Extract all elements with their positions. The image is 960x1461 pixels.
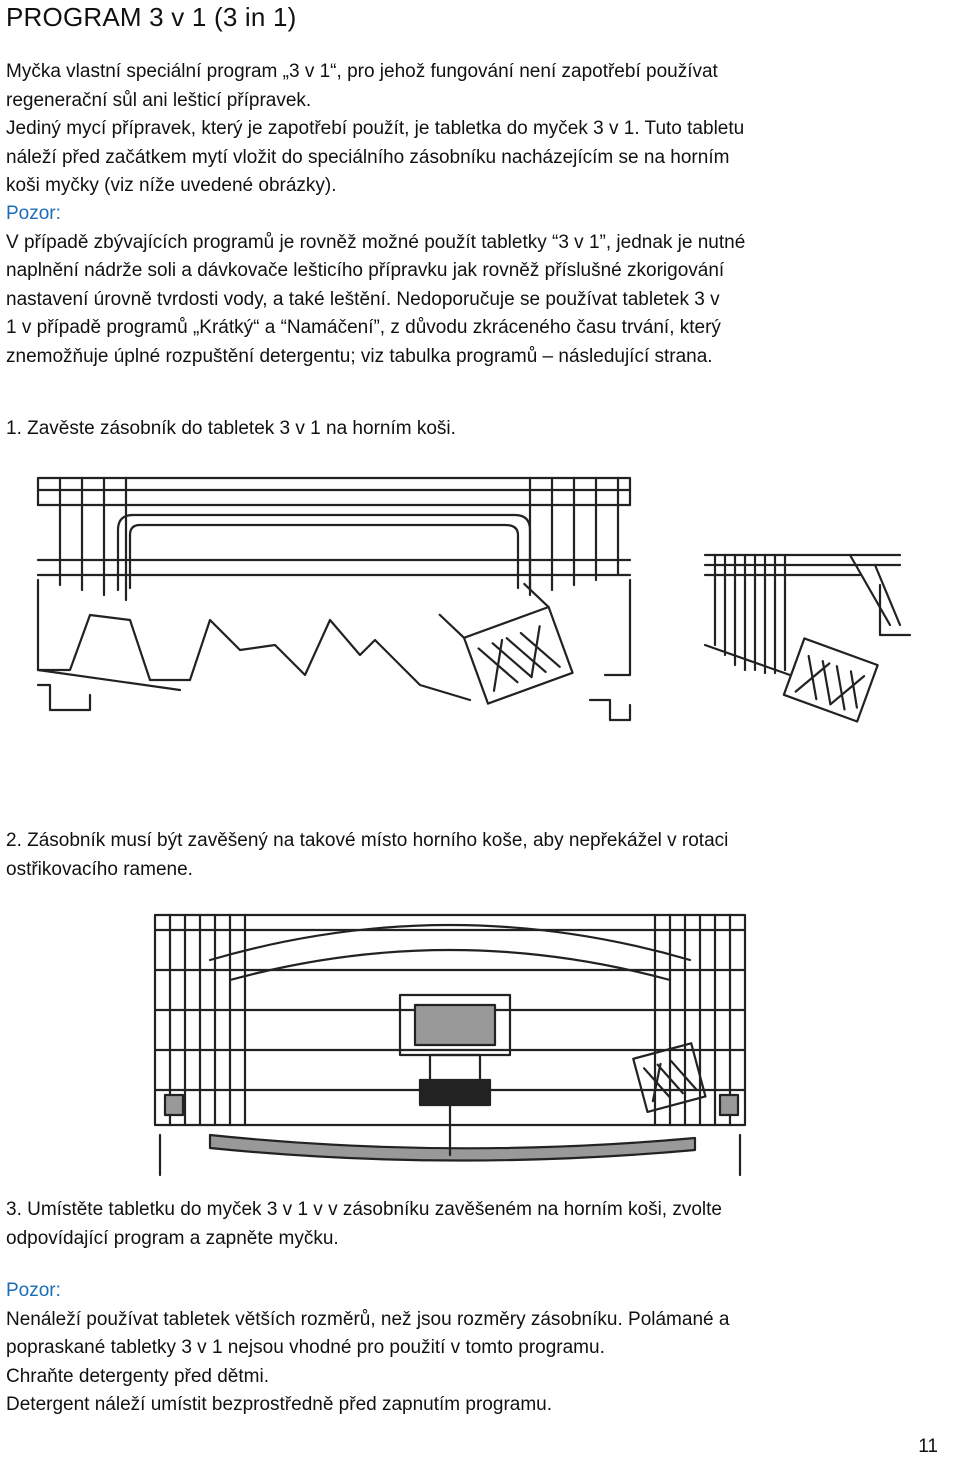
warning-line: Nenáleží používat tabletek větších rozměrů, než jsou rozměry zásobníku. Polámané a	[6, 1308, 730, 1330]
page-title: PROGRAM 3 v 1 (3 in 1)	[6, 2, 297, 32]
step-1	[6, 415, 954, 444]
page-number: 11	[918, 1436, 938, 1457]
step-2-line: ostřikovacího ramene.	[6, 858, 193, 880]
warning-line: V případě zbývajících programů je rovněž možné použít tabletky “3 v 1”, jednak je nutné	[6, 231, 746, 253]
intro-paragraph	[6, 58, 954, 201]
holder-inset-illustration	[700, 545, 915, 720]
intro-line: regenerační sůl ani lešticí přípravek.	[6, 89, 312, 111]
step-3	[6, 1196, 954, 1253]
step-2-line: 2. Zásobník musí být zavěšený na takové místo horního koše, aby nepřekážel v rotaci	[6, 830, 729, 851]
intro-line: koši myčky (viz níže uvedené obrázky).	[6, 175, 337, 196]
warning-line: naplnění nádrže soli a dávkovače lešticího přípravku jak rovněž příslušné zkorigování	[6, 260, 725, 281]
intro-line: Myčka vlastní speciální program „3 v 1“, pro jehož fungování není zapotřebí používat	[6, 61, 718, 82]
step-3-line: 3. Umístěte tabletku do myček 3 v 1 v v zásobníku zavěšeném na horním koši, zvolte	[6, 1199, 722, 1220]
intro-line: náleží před začátkem mytí vložit do speciálního zásobníku nacházejícím se na horním	[6, 146, 730, 168]
warning-line: popraskané tabletky 3 v 1 nejsou vhodné pro použití v tomto programu.	[6, 1337, 605, 1358]
step-1-text: 1. Zavěste zásobník do tabletek 3 v 1 na horním koši.	[6, 418, 456, 439]
warning-label: Pozor:	[6, 203, 61, 224]
basket-illustration-1	[30, 470, 640, 735]
warning-label: Pozor:	[6, 1280, 61, 1301]
warning-line: znemožňuje úplné rozpuštění detergentu; viz tabulka programů – následující strana.	[6, 345, 713, 367]
warning-line: Chraňte detergenty před dětmi.	[6, 1365, 269, 1387]
warning-line: 1 v případě programů „Krátký“ a “Namáčení”, z důvodu zkráceného času trvání, který	[6, 317, 721, 338]
step-2	[6, 827, 954, 884]
warning-block-1	[6, 200, 954, 371]
step-3-line: odpovídající program a zapněte myčku.	[6, 1227, 339, 1249]
warning-line: Detergent náleží umístit bezprostředně před zapnutím programu.	[6, 1394, 553, 1415]
intro-line: Jediný mycí přípravek, který je zapotřebí použít, je tabletka do myček 3 v 1. Tuto tabletu	[6, 118, 745, 139]
basket-illustration-2	[150, 910, 760, 1180]
warning-line: nastavení úrovně tvrdosti vody, a také leštění. Nedoporučuje se používat tabletek 3 v	[6, 288, 720, 310]
warning-block-2	[6, 1277, 954, 1420]
